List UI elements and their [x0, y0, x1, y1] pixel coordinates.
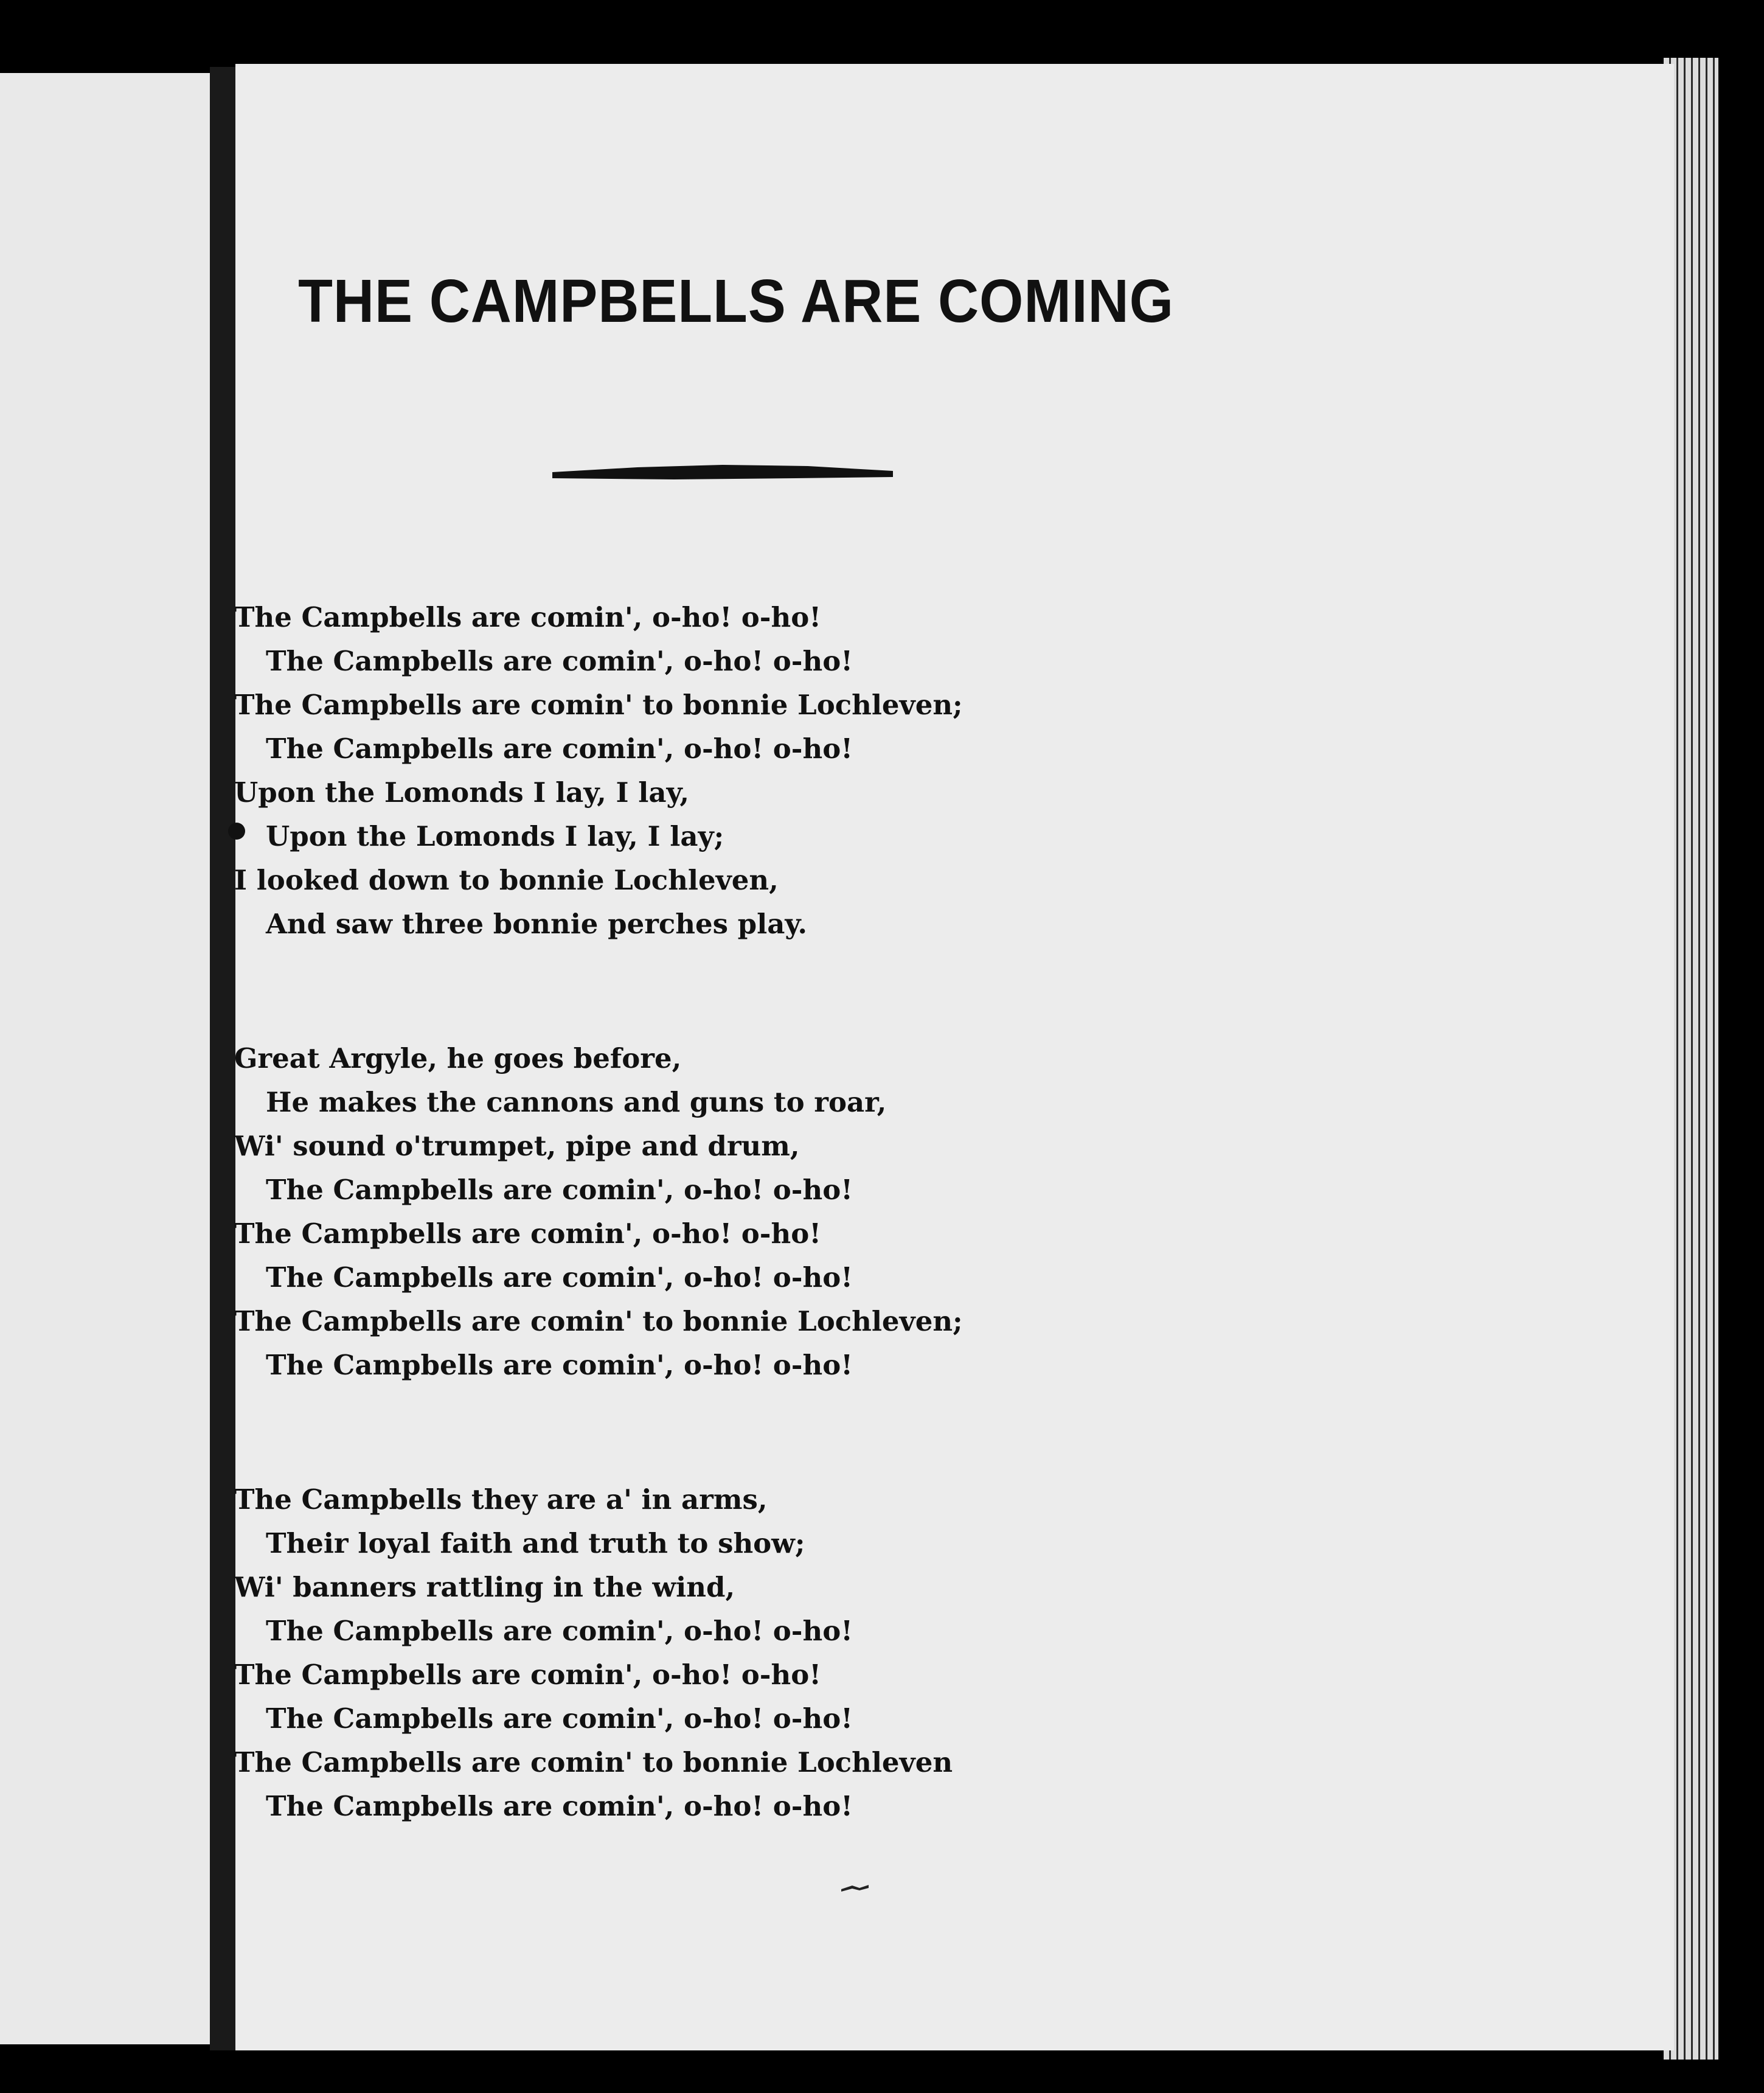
poem-line: The Campbells are comin', o-ho! o-ho!	[234, 1217, 821, 1250]
ink-blot	[228, 823, 245, 840]
facing-page	[0, 73, 210, 2044]
book-spine	[210, 67, 235, 2050]
poem-line: Great Argyle, he goes before,	[234, 1042, 682, 1074]
poem-line: Upon the Lomonds I lay, I lay;	[266, 820, 724, 852]
poem-line: The Campbells are comin', o-ho! o-ho!	[266, 733, 853, 765]
poem-body	[234, 599, 1268, 1877]
poem-line: The Campbells are comin', o-ho! o-ho!	[266, 1790, 853, 1822]
poem-line: He makes the cannons and guns to roar,	[266, 1086, 887, 1118]
poem-line: And saw three bonnie perches play.	[266, 908, 808, 940]
poem-line: The Campbells are comin', o-ho! o-ho!	[266, 1261, 853, 1294]
poem-line: The Campbells are comin', o-ho! o-ho!	[266, 645, 853, 677]
song-title: THE CAMPBELLS ARE COMING	[298, 266, 1174, 335]
poem-line: The Campbells are comin', o-ho! o-ho!	[234, 601, 821, 633]
poem-line: The Campbells are comin', o-ho! o-ho!	[266, 1174, 853, 1206]
poem-line: Wi' banners rattling in the wind,	[234, 1571, 735, 1603]
poem-line: The Campbells are comin' to bonnie Lochleven;	[234, 689, 963, 721]
poem-line: The Campbells are comin', o-ho! o-ho!	[266, 1702, 853, 1735]
poem-line: Their loyal faith and truth to show;	[266, 1527, 805, 1559]
poem-line: The Campbells are comin' to bonnie Lochleven;	[234, 1305, 963, 1337]
poem-line: I looked down to bonnie Lochleven,	[234, 864, 779, 896]
poem-line: The Campbells are comin', o-ho! o-ho!	[234, 1659, 821, 1691]
poem-line: The Campbells are comin' to bonnie Lochleven	[234, 1746, 953, 1778]
poem-line: Wi' sound o'trumpet, pipe and drum,	[234, 1130, 800, 1162]
poem-line: The Campbells they are a' in arms,	[234, 1483, 768, 1516]
poem-line: Upon the Lomonds I lay, I lay,	[234, 776, 689, 809]
title-rule	[552, 460, 893, 482]
poem-line: The Campbells are comin', o-ho! o-ho!	[266, 1615, 853, 1647]
poem-line: The Campbells are comin', o-ho! o-ho!	[266, 1349, 853, 1381]
end-ornament	[841, 1883, 869, 1892]
